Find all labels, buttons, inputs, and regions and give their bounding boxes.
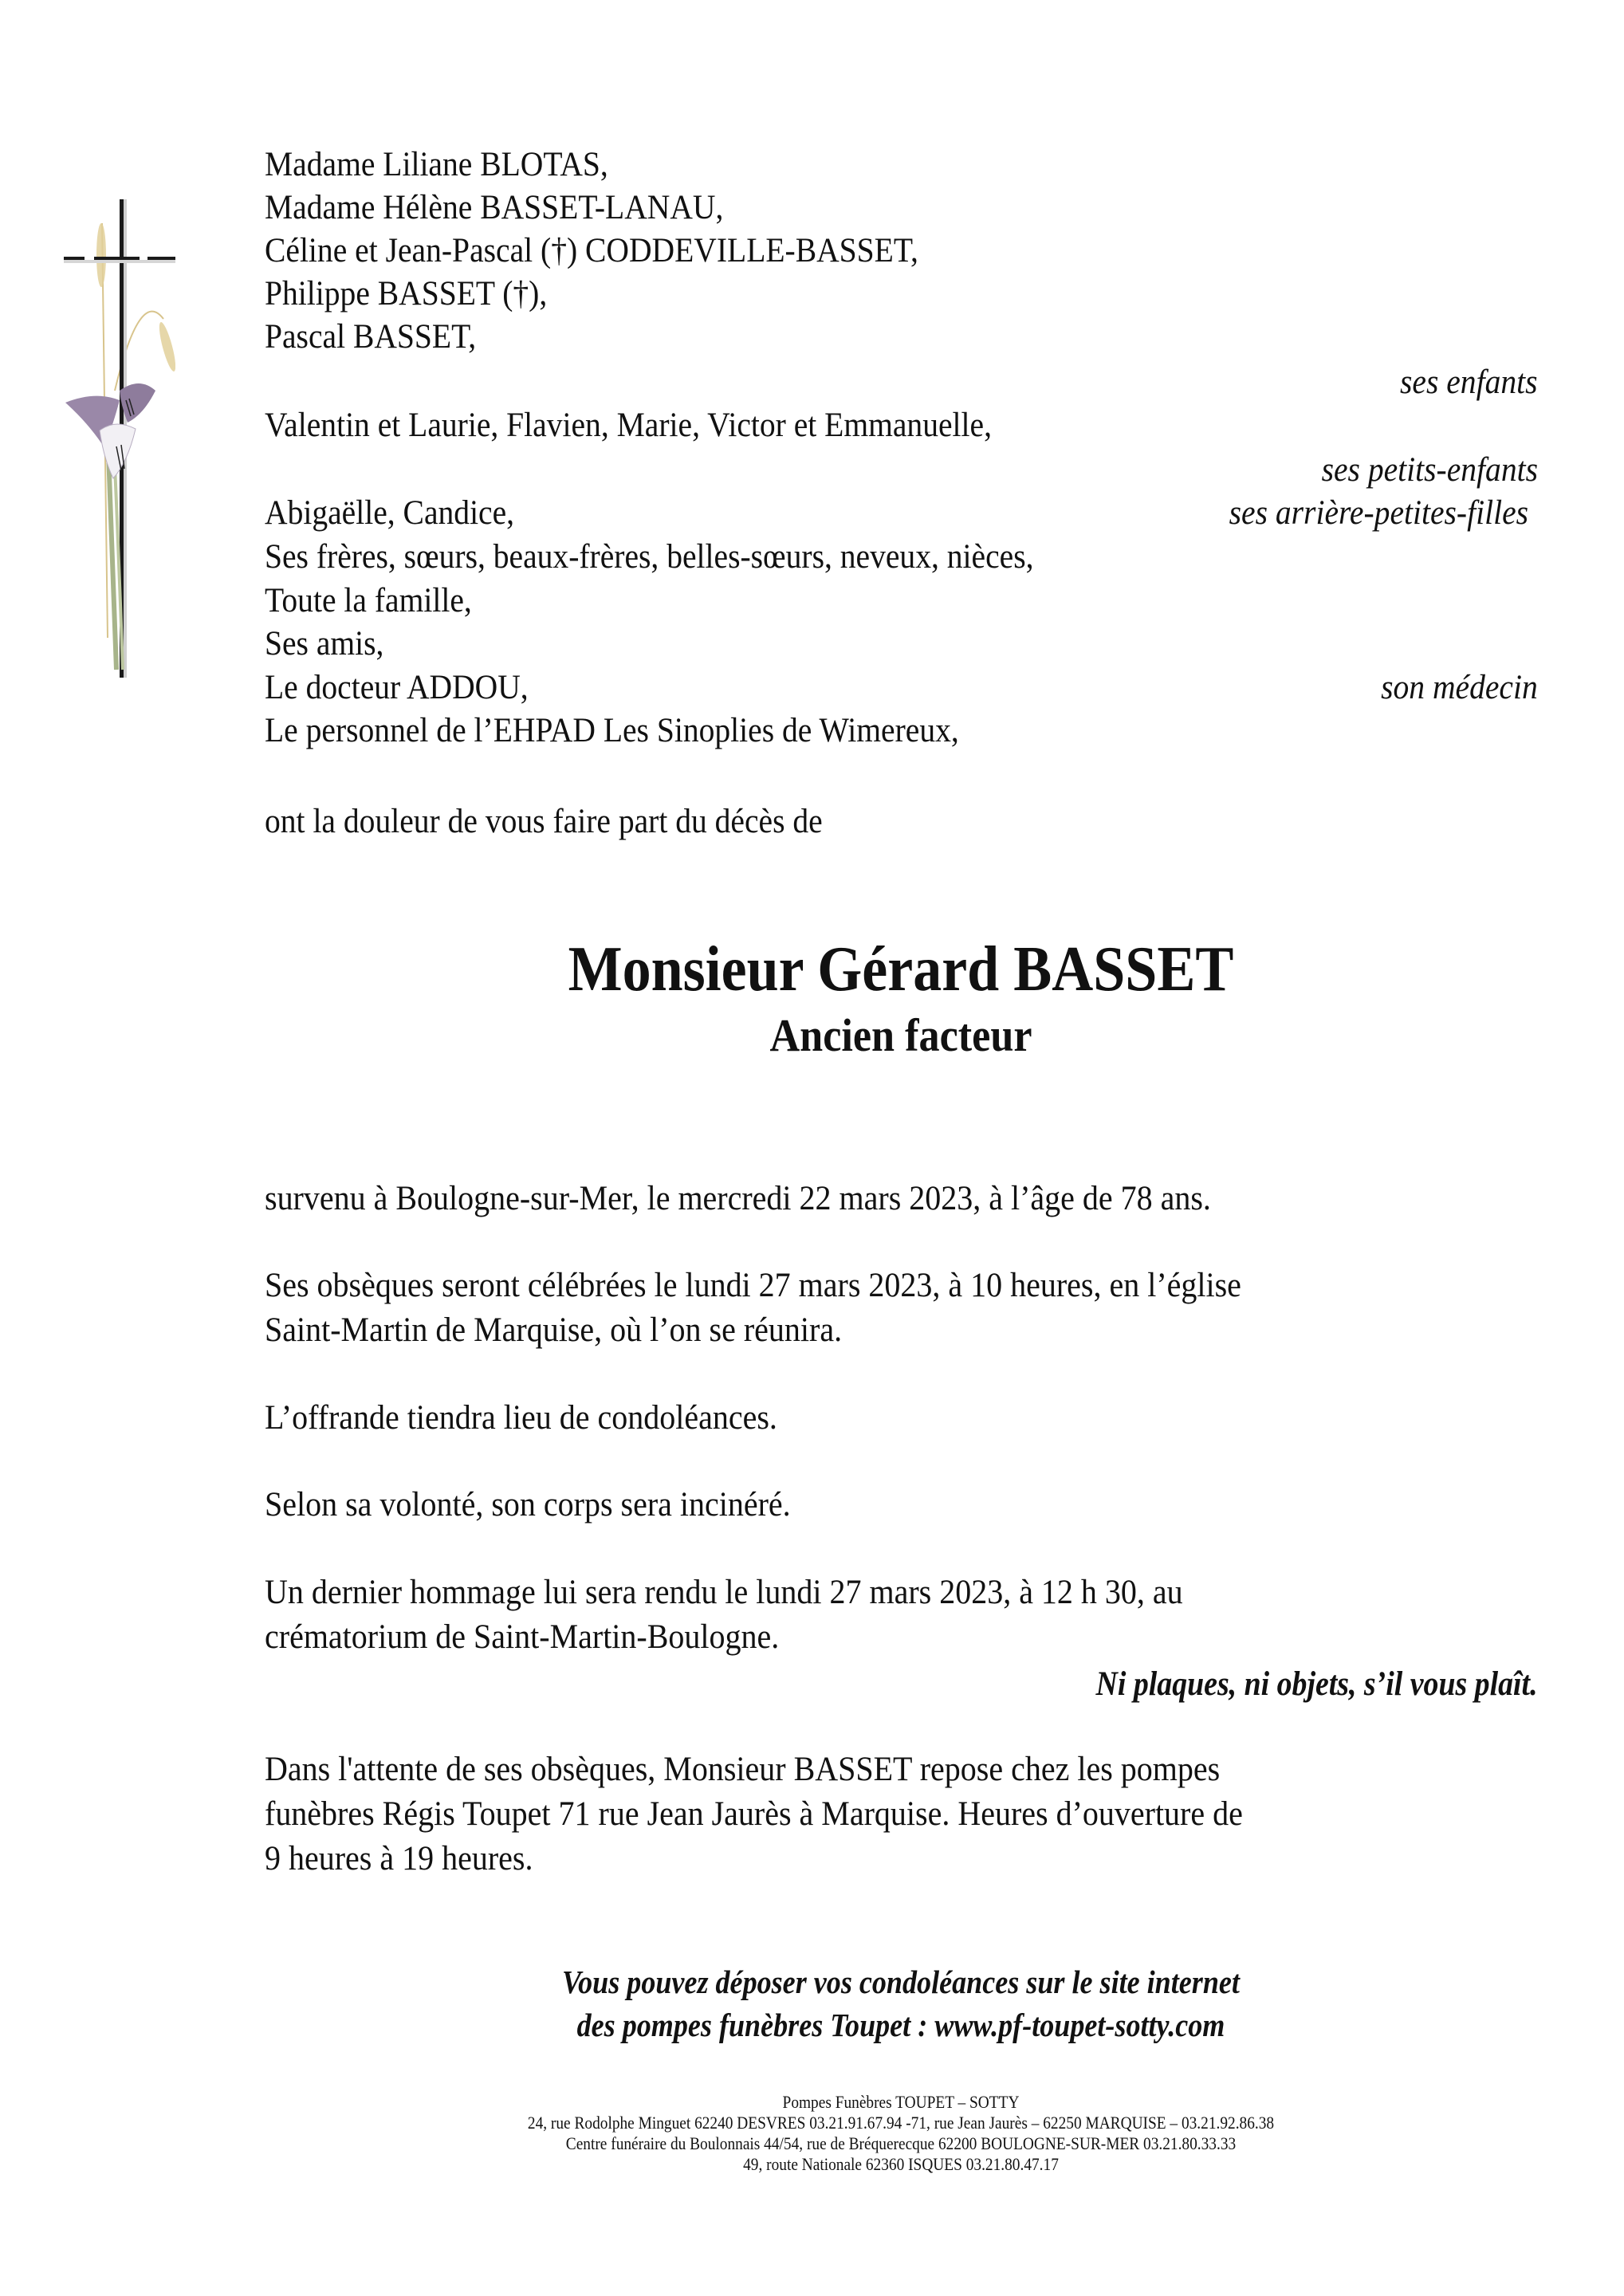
relation-label-grandchildren: ses petits-enfants [1321, 451, 1538, 489]
tribute-line-1: Un dernier hommage lui sera rendu le lundi 27 mars 2023, à 12 h 30, au [265, 1574, 1183, 1611]
cross-horizontal [64, 257, 175, 260]
rest-line-2: funèbres Régis Toupet 71 rue Jean Jaurès à Marquise. Heures d’ouverture de [265, 1795, 1243, 1833]
rest-line-3: 9 heures à 19 heures. [265, 1840, 533, 1877]
mourner-line: Madame Liliane BLOTAS, [265, 146, 608, 183]
company-name: Pompes Funèbres TOUPET – SOTTY [782, 2092, 1020, 2112]
mourner-line: Philippe BASSET (†), [265, 275, 548, 313]
deceased-occupation: Ancien facteur [769, 1009, 1032, 1061]
tribute-line-2: crématorium de Saint-Martin-Boulogne. [265, 1618, 780, 1656]
rest-line-1: Dans l'attente de ses obsèques, Monsieur BASSET repose chez les pompes [265, 1751, 1221, 1788]
relation-label-children: ses enfants [1400, 364, 1538, 401]
deceased-name: Monsieur Gérard BASSET [568, 934, 1234, 1005]
mourner-line: Céline et Jean-Pascal (†) CODDEVILLE-BASSET, [265, 232, 918, 269]
mourner-line: Madame Hélène BASSET-LANAU, [265, 189, 724, 226]
address-line: Centre funéraire du Boulonnais 44/54, rue de Bréquerecque 62200 BOULOGNE-SUR-MER 03.21.80.33.33 [565, 2133, 1237, 2153]
cross-lily-icon [64, 191, 175, 702]
no-flowers-notice: Ni plaques, ni objets, s’il vous plaît. [1096, 1665, 1538, 1703]
offering-note: L’offrande tiendra lieu de condoléances. [265, 1399, 777, 1437]
siblings-line: Ses frères, sœurs, beaux-frères, belles-sœurs, neveux, nièces, [265, 538, 1034, 576]
funeral-details-line-1: Ses obsèques seront célébrées le lundi 27 mars 2023, à 10 heures, en l’église [265, 1267, 1241, 1304]
mourner-line: Pascal BASSET, [265, 318, 477, 356]
address-line: 24, rue Rodolphe Minguet 62240 DESVRES 03.21.91.67.94 -71, rue Jean Jaurès – 62250 MARQUISE – 03.21.92.86.38 [527, 2113, 1275, 2133]
condolences-line-1: Vous pouvez déposer vos condoléances sur le site internet [562, 1964, 1240, 2000]
family-line: Toute la famille, [265, 582, 472, 619]
relation-label-great-grandchildren: ses arrière-petites-filles [1229, 494, 1528, 532]
great-grandchildren-line: Abigaëlle, Candice, [265, 494, 515, 532]
staff-line: Le personnel de l’EHPAD Les Sinoplies de Wimereux, [265, 712, 959, 749]
friends-line: Ses amis, [265, 625, 384, 662]
calla-lily-icon [65, 383, 155, 670]
relation-label-doctor: son médecin [1381, 669, 1538, 706]
grandchildren-line: Valentin et Laurie, Flavien, Marie, Victor et Emmanuelle, [265, 407, 992, 444]
intro-line: ont la douleur de vous faire part du décès de [265, 803, 823, 840]
death-details: survenu à Boulogne-sur-Mer, le mercredi 22 mars 2023, à l’âge de 78 ans. [265, 1180, 1211, 1217]
address-line: 49, route Nationale 62360 ISQUES 03.21.80.47.17 [743, 2154, 1059, 2174]
condolences-link[interactable]: des pompes funèbres Toupet : www.pf-toupet-sotty.com [576, 2007, 1225, 2043]
funeral-details-line-2: Saint-Martin de Marquise, où l’on se réunira. [265, 1311, 843, 1349]
doctor-line: Le docteur ADDOU, [265, 669, 529, 706]
cremation-note: Selon sa volonté, son corps sera incinéré. [265, 1486, 791, 1523]
